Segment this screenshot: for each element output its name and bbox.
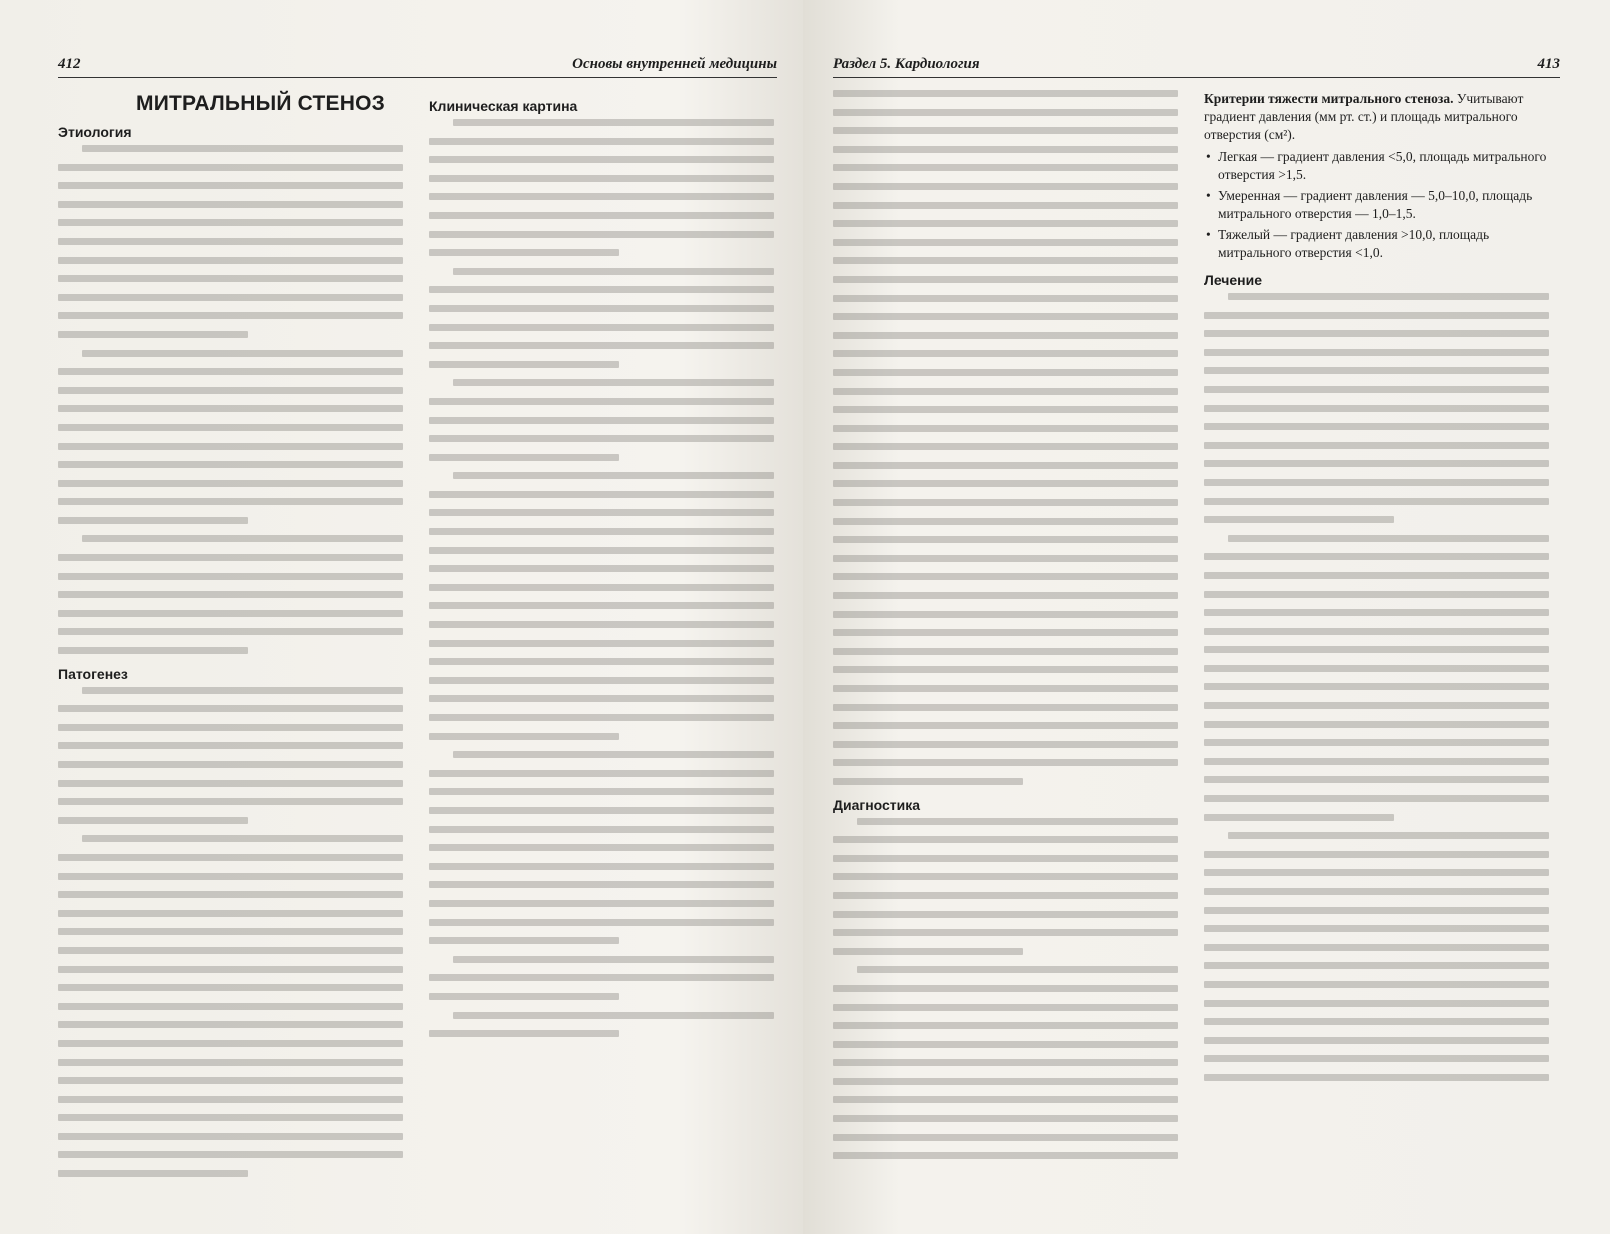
criteria-item-severe: • Тяжелый — градиент давления >10,0, площадь митрального отверстия <1,0.	[1204, 226, 1549, 262]
heading-clinical-picture: Клиническая картина	[429, 98, 578, 114]
heading-diagnostics: Диагностика	[833, 796, 921, 813]
left-column-2	[429, 90, 774, 1189]
criteria-heading: Критерии тяжести митрального стеноза.	[1204, 91, 1454, 106]
clinical-picture-text	[429, 119, 774, 1037]
heading-etiology: Этиология	[58, 124, 132, 140]
treatment-text	[1204, 293, 1549, 1081]
diagnostics-text	[833, 818, 1178, 1160]
right-column-2	[1204, 90, 1549, 1171]
auscultation-text	[833, 90, 1178, 785]
criteria-lead	[1204, 90, 1549, 144]
right-running-header	[833, 56, 1560, 78]
left-page-number: 412	[58, 56, 81, 72]
left-running-header	[58, 56, 777, 78]
left-running-title: Основы внутренней медицины	[572, 56, 777, 72]
etiology-text	[58, 145, 403, 654]
criteria-item-mild: • Легкая — градиент давления <5,0, площадь митрального отверстия >1,5.	[1204, 148, 1549, 184]
criteria-list	[1204, 148, 1549, 262]
right-page-number: 413	[1537, 56, 1560, 72]
right-page	[803, 0, 1610, 1234]
right-running-title: Раздел 5. Кардиология	[833, 56, 980, 72]
right-column-1	[833, 90, 1178, 1171]
pathogenesis-text	[58, 687, 403, 1177]
page-title: МИТРАЛЬНЫЙ СТЕНОЗ	[136, 92, 386, 115]
left-page	[0, 0, 803, 1234]
heading-treatment: Лечение	[1204, 272, 1263, 288]
heading-pathogenesis: Патогенез	[58, 665, 128, 682]
left-column-1	[58, 90, 403, 1189]
criteria-item-moderate: • Умеренная — градиент давления — 5,0–10,0, площадь митрального отверстия — 1,0–1,5.	[1204, 187, 1549, 223]
criteria-intro: Учитывают градиент давления (мм рт. ст.) и площадь митрального отверстия (см²).	[1204, 91, 1524, 142]
